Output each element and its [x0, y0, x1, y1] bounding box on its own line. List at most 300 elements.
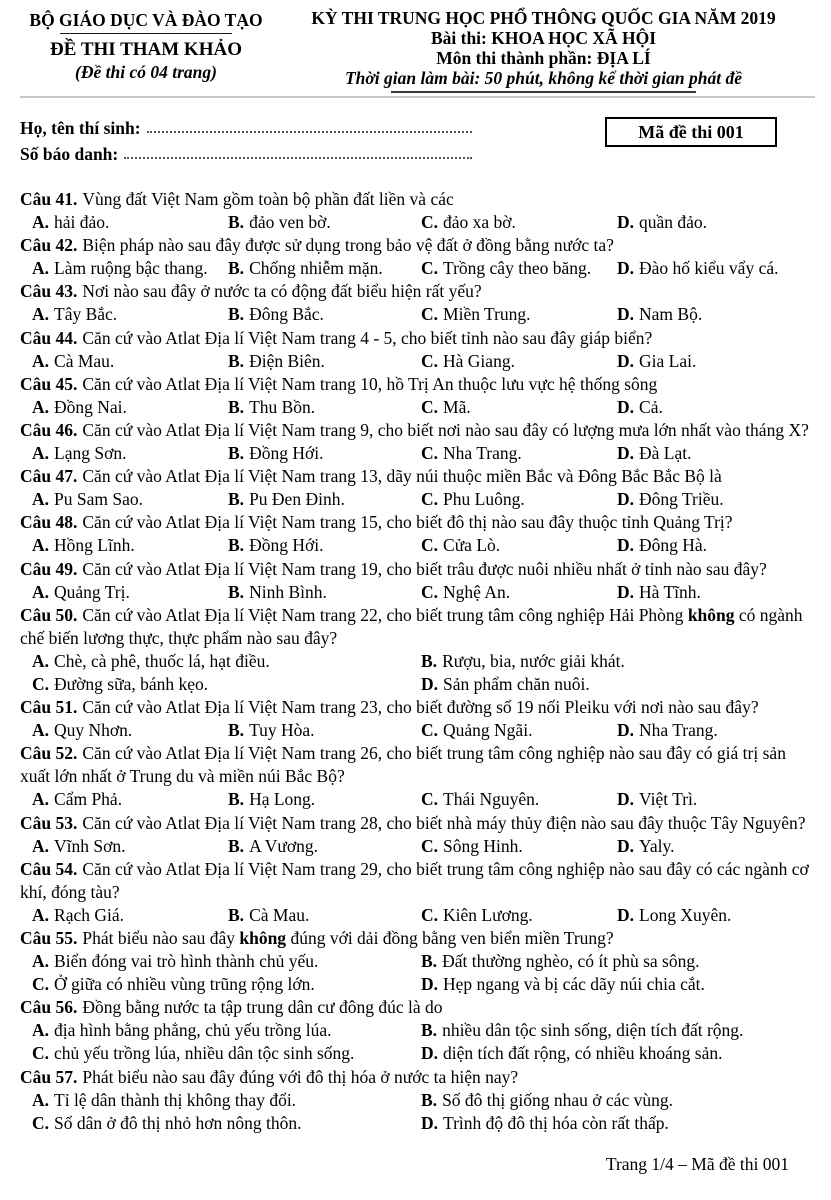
option-B — [228, 488, 421, 511]
option-A — [32, 788, 228, 811]
question-options — [32, 303, 815, 326]
question-text — [20, 327, 815, 350]
question-48 — [20, 511, 815, 557]
question-text-segment: Vùng đất Việt Nam gồm toàn bộ phần đất liền và các — [82, 189, 454, 209]
option-letter: B. — [228, 212, 245, 233]
option-B — [228, 904, 421, 927]
question-text — [20, 927, 815, 950]
option-text: Hạ Long. — [249, 789, 316, 810]
option-text: Sông Hinh. — [443, 835, 523, 856]
option-text: Cà Mau. — [54, 350, 115, 371]
option-C — [421, 904, 617, 927]
pages-note: (Đề thi có 04 trang) — [75, 62, 217, 82]
option-D — [617, 788, 815, 811]
question-50 — [20, 604, 815, 696]
option-letter: C. — [421, 835, 439, 856]
option-text: A Vương. — [249, 835, 319, 856]
option-text: Thái Nguyên. — [443, 789, 540, 810]
option-C — [421, 534, 617, 557]
option-text: Đông Hà. — [639, 535, 708, 556]
question-text-segment: Đồng bằng nước ta tập trung dân cư đông đúc là do — [82, 997, 443, 1018]
option-letter: C. — [421, 304, 439, 325]
option-A — [32, 211, 228, 234]
question-text — [20, 696, 815, 719]
option-letter: B. — [421, 951, 438, 972]
question-text — [20, 280, 815, 303]
question-text-segment: Nơi nào sau đây ở nước ta có động đất biểu hiện rất yếu? — [82, 281, 482, 302]
option-text: Đà Lạt. — [639, 443, 692, 464]
question-options — [32, 534, 815, 557]
option-D — [617, 581, 815, 604]
header-divider — [20, 96, 815, 98]
option-B — [421, 950, 815, 973]
question-number: Câu 49. — [20, 558, 78, 579]
option-text: Long Xuyên. — [639, 904, 732, 925]
option-A — [32, 303, 228, 326]
question-57 — [20, 1066, 815, 1135]
option-text: Đất thường nghèo, có ít phù sa sông. — [442, 951, 700, 972]
question-number: Câu 46. — [20, 419, 78, 440]
option-letter: A. — [32, 304, 50, 325]
option-letter: D. — [421, 974, 439, 995]
option-letter: D. — [617, 835, 635, 856]
question-number: Câu 52. — [20, 743, 78, 764]
question-options — [32, 1089, 815, 1135]
question-text-segment: Căn cứ vào Atlat Địa lí Việt Nam trang 4 - 5, cho biết tỉnh nào sau đây giáp biển? — [82, 327, 653, 348]
option-letter: C. — [421, 904, 439, 925]
option-letter: B. — [228, 904, 245, 925]
option-text: Cả. — [639, 396, 663, 417]
question-42 — [20, 234, 815, 280]
option-text: Ở giữa có nhiều vùng trũng rộng lớn. — [54, 974, 315, 995]
question-text — [20, 742, 815, 788]
option-text: Hà Giang. — [443, 350, 515, 371]
option-C — [421, 442, 617, 465]
question-options — [32, 1019, 815, 1065]
option-C — [421, 396, 617, 419]
option-B — [228, 835, 421, 858]
option-letter: D. — [617, 720, 635, 741]
question-43 — [20, 280, 815, 326]
option-C — [421, 719, 617, 742]
option-letter: B. — [421, 1089, 438, 1110]
option-B — [421, 1019, 815, 1042]
option-text: Đồng Hới. — [249, 535, 324, 556]
option-D — [617, 211, 815, 234]
option-text: Đồng Hới. — [249, 443, 324, 464]
option-C — [32, 1112, 421, 1135]
option-B — [228, 581, 421, 604]
option-A — [32, 835, 228, 858]
option-text: Sản phẩm chăn nuôi. — [443, 673, 590, 694]
option-C — [32, 973, 421, 996]
option-text: Chống nhiễm mặn. — [249, 258, 383, 279]
option-letter: C. — [421, 258, 439, 279]
question-number: Câu 47. — [20, 466, 78, 487]
option-text: Gia Lai. — [639, 350, 697, 371]
option-letter: A. — [32, 789, 50, 810]
question-text-segment: Căn cứ vào Atlat Địa lí Việt Nam trang 29, cho biết trung tâm công nghiệp nào sau đây có các ngành cơ khí, đóng tàu? — [20, 858, 809, 902]
header-left-block — [20, 8, 272, 93]
question-52 — [20, 742, 815, 811]
option-text: Việt Trì. — [639, 789, 698, 810]
option-letter: A. — [32, 835, 50, 856]
option-D — [421, 1112, 815, 1135]
question-text — [20, 812, 815, 835]
question-text — [20, 188, 815, 211]
option-A — [32, 534, 228, 557]
question-text — [20, 465, 815, 488]
option-text: Pu Đen Đinh. — [249, 489, 345, 510]
option-text: Chè, cà phê, thuốc lá, hạt điều. — [54, 650, 270, 671]
option-A — [32, 257, 228, 280]
question-number: Câu 48. — [20, 512, 78, 533]
duration-note: Thời gian làm bài: 50 phút, không kể thời gian phát đề — [344, 68, 743, 88]
option-letter: C. — [421, 350, 439, 371]
candidate-id-row — [20, 141, 472, 167]
question-list — [20, 188, 815, 1135]
question-44 — [20, 327, 815, 373]
header-right-block — [272, 8, 815, 93]
option-letter: A. — [32, 1020, 50, 1041]
question-number: Câu 41. — [20, 189, 78, 209]
question-text — [20, 604, 815, 650]
test-name: Bài thi: KHOA HỌC XÃ HỘI — [430, 28, 657, 48]
option-A — [32, 488, 228, 511]
option-text: Rạch Giá. — [54, 904, 124, 925]
question-49 — [20, 558, 815, 604]
option-letter: A. — [32, 350, 50, 371]
option-letter: C. — [421, 443, 439, 464]
option-text: Rượu, bia, nước giải khát. — [442, 650, 625, 671]
question-41 — [20, 188, 815, 234]
option-B — [228, 788, 421, 811]
candidate-name-row — [20, 115, 472, 141]
question-number: Câu 45. — [20, 373, 78, 394]
option-text: Số dân ở đô thị nhỏ hơn nông thôn. — [54, 1112, 302, 1133]
question-text — [20, 858, 815, 904]
question-options — [32, 211, 815, 234]
option-text: Mã. — [443, 396, 471, 417]
option-A — [32, 650, 421, 673]
page-header — [20, 8, 815, 93]
question-54 — [20, 858, 815, 927]
option-text: Tuy Hòa. — [249, 720, 315, 741]
question-text-segment: Căn cứ vào Atlat Địa lí Việt Nam trang 23, cho biết đường số 19 nối Pleiku với nơi nào sau đây? — [82, 697, 759, 718]
option-text: Phu Luông. — [443, 489, 525, 510]
question-options — [32, 788, 815, 811]
question-number: Câu 56. — [20, 997, 78, 1018]
question-56 — [20, 996, 815, 1065]
option-letter: B. — [421, 650, 438, 671]
question-options — [32, 488, 815, 511]
option-C — [32, 1042, 421, 1065]
question-text-segment: đúng với dải đồng bằng ven biển miền Trung? — [286, 928, 614, 948]
question-options — [32, 835, 815, 858]
question-47 — [20, 465, 815, 511]
option-C — [421, 788, 617, 811]
exam-code-label: Mã đề thi 001 — [638, 121, 744, 142]
option-D — [617, 835, 815, 858]
option-letter: D. — [617, 581, 635, 602]
question-options — [32, 950, 815, 996]
option-text: Nha Trang. — [443, 443, 522, 464]
option-C — [421, 303, 617, 326]
question-text — [20, 558, 815, 581]
option-letter: A. — [32, 1089, 50, 1110]
exam-code-box — [605, 117, 777, 147]
option-text: Tỉ lệ dân thành thị không thay đổi. — [54, 1089, 297, 1110]
question-number: Câu 53. — [20, 812, 78, 833]
option-letter: B. — [228, 789, 245, 810]
option-letter: D. — [617, 304, 635, 325]
candidate-name-label: Họ, tên thí sinh: — [20, 118, 141, 138]
candidate-name-fill-line — [147, 115, 472, 133]
option-letter: D. — [617, 212, 635, 233]
option-letter: A. — [32, 443, 50, 464]
question-text — [20, 419, 815, 442]
option-A — [32, 1019, 421, 1042]
option-B — [421, 1089, 815, 1112]
option-text: hải đảo. — [54, 212, 110, 233]
option-text: Quy Nhơn. — [54, 720, 133, 741]
question-text-emphasis: không — [239, 928, 287, 948]
option-letter: D. — [617, 489, 635, 510]
option-text: Ninh Bình. — [249, 581, 327, 602]
option-D — [617, 442, 815, 465]
option-A — [32, 719, 228, 742]
option-A — [32, 396, 228, 419]
option-letter: D. — [421, 1112, 439, 1133]
option-letter: A. — [32, 396, 50, 417]
exam-name: KỲ THI TRUNG HỌC PHỔ THÔNG QUỐC GIA NĂM 2019 — [311, 8, 776, 28]
option-text: Hẹp ngang và bị các dãy núi chia cắt. — [443, 974, 705, 995]
option-D — [617, 488, 815, 511]
option-text: Yaly. — [639, 835, 675, 856]
option-text: Số đô thị giống nhau ở các vùng. — [442, 1089, 673, 1110]
option-letter: D. — [617, 258, 635, 279]
option-D — [617, 904, 815, 927]
ministry-title: BỘ GIÁO DỤC VÀ ĐÀO TẠO — [29, 10, 263, 30]
option-B — [228, 211, 421, 234]
candidate-section — [20, 115, 815, 175]
question-51 — [20, 696, 815, 742]
option-letter: A. — [32, 951, 50, 972]
option-letter: B. — [228, 835, 245, 856]
question-options — [32, 442, 815, 465]
page-number: Trang 1/4 – Mã đề thi 001 — [605, 1154, 789, 1174]
question-53 — [20, 812, 815, 858]
question-text — [20, 234, 815, 257]
option-letter: C. — [421, 212, 439, 233]
option-text: Đông Triều. — [639, 489, 724, 510]
question-text-segment: Căn cứ vào Atlat Địa lí Việt Nam trang 26, cho biết trung tâm công nghiệp nào sau đây có giá trị sản xuất lớn nhất ở Trung du và miền núi Bắc Bộ? — [20, 743, 786, 787]
option-text: địa hình bằng phẳng, chủ yếu trồng lúa. — [54, 1020, 332, 1041]
option-text: Đường sữa, bánh kẹo. — [54, 673, 209, 694]
option-letter: D. — [617, 396, 635, 417]
option-A — [32, 350, 228, 373]
question-text-segment: Căn cứ vào Atlat Địa lí Việt Nam trang 15, cho biết đô thị nào sau đây thuộc tỉnh Quảng Trị? — [82, 512, 733, 533]
question-number: Câu 42. — [20, 235, 78, 256]
option-B — [228, 350, 421, 373]
option-D — [617, 257, 815, 280]
option-B — [228, 719, 421, 742]
option-letter: D. — [617, 535, 635, 556]
option-text: chủ yếu trồng lúa, nhiều dân tộc sinh sống. — [54, 1043, 355, 1064]
option-text: Nam Bộ. — [639, 304, 703, 325]
option-letter: C. — [421, 789, 439, 810]
option-text: diện tích đất rộng, có nhiều khoáng sản. — [443, 1043, 723, 1064]
question-text-segment: Căn cứ vào Atlat Địa lí Việt Nam trang 13, dãy núi thuộc miền Bắc và Đông Bắc Bắc Bộ là — [82, 466, 722, 487]
question-text-emphasis: không — [687, 604, 735, 625]
question-45 — [20, 373, 815, 419]
option-A — [32, 581, 228, 604]
question-text-segment: Căn cứ vào Atlat Địa lí Việt Nam trang 9, cho biết nơi nào sau đây có lượng mưa lớn nhất vào tháng X? — [82, 419, 809, 440]
option-letter: B. — [228, 396, 245, 417]
question-options — [32, 581, 815, 604]
question-number: Câu 51. — [20, 697, 78, 718]
option-letter: B. — [228, 258, 245, 279]
option-A — [32, 950, 421, 973]
option-text: Đào hố kiểu vẩy cá. — [639, 258, 779, 279]
question-number: Câu 44. — [20, 327, 78, 348]
question-options — [32, 396, 815, 419]
candidate-id-label: Số báo danh: — [20, 144, 119, 164]
question-text-segment: Phát biểu nào sau đây — [82, 928, 240, 948]
question-number: Câu 54. — [20, 858, 78, 879]
question-text — [20, 996, 815, 1019]
option-text: Tây Bắc. — [54, 304, 118, 325]
option-B — [228, 396, 421, 419]
option-D — [617, 350, 815, 373]
question-number: Câu 43. — [20, 281, 78, 302]
option-A — [32, 1089, 421, 1112]
option-text: đảo ven bờ. — [249, 212, 331, 233]
question-text-segment: Căn cứ vào Atlat Địa lí Việt Nam trang 28, cho biết nhà máy thủy điện nào sau đây thuộc Tây Nguyên? — [82, 812, 806, 833]
question-text-segment: Căn cứ vào Atlat Địa lí Việt Nam trang 10, hồ Trị An thuộc lưu vực hệ thống sông — [82, 373, 658, 394]
option-letter: A. — [32, 258, 50, 279]
option-letter: B. — [228, 304, 245, 325]
option-D — [421, 973, 815, 996]
option-B — [421, 650, 815, 673]
option-A — [32, 442, 228, 465]
question-text-segment: Biện pháp nào sau đây được sử dụng trong bảo vệ đất ở đồng bằng nước ta? — [82, 235, 614, 256]
option-letter: A. — [32, 904, 50, 925]
option-text: Trình độ đô thị hóa còn rất thấp. — [443, 1112, 669, 1133]
option-letter: C. — [32, 974, 50, 995]
option-C — [421, 350, 617, 373]
option-text: Đồng Nai. — [54, 396, 127, 417]
option-B — [228, 442, 421, 465]
option-letter: A. — [32, 581, 50, 602]
option-D — [617, 303, 815, 326]
option-text: Nghệ An. — [443, 581, 511, 602]
option-letter: B. — [228, 720, 245, 741]
option-text: Hồng Lĩnh. — [54, 535, 135, 556]
ministry-underline — [60, 33, 232, 34]
option-letter: B. — [228, 535, 245, 556]
question-options — [32, 257, 815, 280]
question-number: Câu 57. — [20, 1066, 78, 1087]
option-C — [421, 257, 617, 280]
option-D — [617, 396, 815, 419]
option-letter: C. — [421, 581, 439, 602]
option-text: Trồng cây theo băng. — [443, 258, 592, 279]
option-text: Cẩm Phả. — [54, 789, 123, 810]
question-55 — [20, 927, 815, 996]
option-letter: C. — [32, 1043, 50, 1064]
option-D — [421, 1042, 815, 1065]
header-right-underline — [391, 91, 696, 93]
question-text — [20, 511, 815, 534]
option-D — [421, 673, 815, 696]
option-text: Cửa Lò. — [443, 535, 501, 556]
option-text: Thu Bồn. — [249, 396, 316, 417]
option-text: Nha Trang. — [639, 720, 718, 741]
option-letter: B. — [421, 1020, 438, 1041]
option-letter: D. — [617, 350, 635, 371]
option-letter: C. — [32, 673, 50, 694]
option-text: Kiên Lương. — [443, 904, 533, 925]
option-letter: A. — [32, 650, 50, 671]
option-letter: D. — [617, 904, 635, 925]
question-text — [20, 373, 815, 396]
option-text: Lạng Sơn. — [54, 443, 127, 464]
option-B — [228, 303, 421, 326]
option-B — [228, 257, 421, 280]
option-letter: C. — [421, 489, 439, 510]
question-options — [32, 719, 815, 742]
option-letter: C. — [421, 535, 439, 556]
option-C — [421, 581, 617, 604]
question-options — [32, 904, 815, 927]
question-46 — [20, 419, 815, 465]
option-letter: C. — [421, 720, 439, 741]
question-number: Câu 55. — [20, 928, 78, 948]
option-text: Pu Sam Sao. — [54, 489, 143, 510]
question-text-segment: Căn cứ vào Atlat Địa lí Việt Nam trang 22, cho biết trung tâm công nghiệp Hải Phòng — [82, 604, 688, 625]
option-text: đảo xa bờ. — [443, 212, 516, 233]
option-letter: A. — [32, 535, 50, 556]
option-text: Biển đóng vai trò hình thành chủ yếu. — [54, 951, 319, 972]
question-text — [20, 1066, 815, 1089]
option-letter: D. — [617, 789, 635, 810]
option-letter: B. — [228, 443, 245, 464]
option-letter: C. — [421, 396, 439, 417]
option-text: nhiều dân tộc sinh sống, diện tích đất rộng. — [442, 1020, 744, 1041]
option-A — [32, 904, 228, 927]
option-letter: A. — [32, 212, 50, 233]
option-text: Hà Tĩnh. — [639, 581, 701, 602]
option-text: Cà Mau. — [249, 904, 310, 925]
question-text-segment: có ngành chế biến lương thực, thực phẩm nào sau đây? — [20, 604, 803, 648]
question-number: Câu 50. — [20, 604, 78, 625]
option-text: Điện Biên. — [249, 350, 325, 371]
option-letter: B. — [228, 350, 245, 371]
option-B — [228, 534, 421, 557]
option-text: Miền Trung. — [443, 304, 531, 325]
option-C — [421, 211, 617, 234]
option-D — [617, 719, 815, 742]
option-letter: A. — [32, 720, 50, 741]
option-text: Đông Bắc. — [249, 304, 324, 325]
exam-type-title: ĐỀ THI THAM KHẢO — [50, 39, 242, 60]
question-options — [32, 650, 815, 696]
option-letter: D. — [421, 1043, 439, 1064]
option-text: Quảng Ngãi. — [443, 720, 533, 741]
option-letter: B. — [228, 489, 245, 510]
option-D — [617, 534, 815, 557]
